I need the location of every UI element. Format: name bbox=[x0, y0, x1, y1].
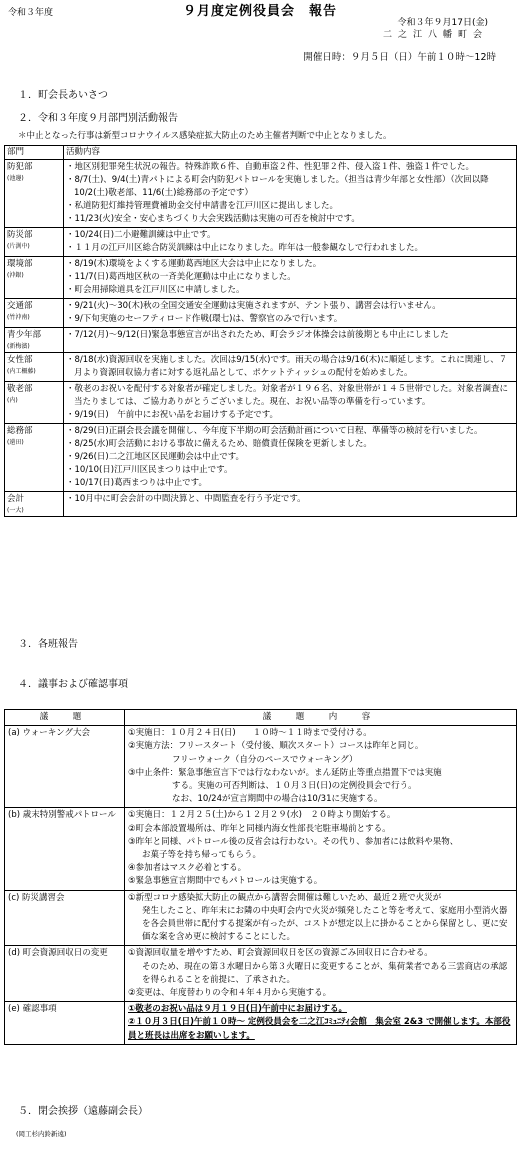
table-row bbox=[5, 328, 517, 353]
page-title: ９月度定例役員会 報告 bbox=[182, 4, 337, 19]
section-2-heading: ２．令和３年度９月部門別活動報告 bbox=[18, 113, 178, 124]
agenda-topic: (e) 確認事項 bbox=[5, 1002, 125, 1045]
table-row bbox=[5, 353, 517, 382]
department-members: (内) bbox=[7, 397, 18, 404]
cancellation-note: ＊中止となった行事は新型コロナウイルス感染症拡大防止のため主催者判断で中止となりました。 bbox=[18, 131, 392, 141]
agenda-topic: (c) 防災講習会 bbox=[5, 890, 125, 946]
table-row bbox=[5, 946, 517, 1002]
department-cell bbox=[5, 424, 64, 492]
activity-cell bbox=[64, 424, 517, 492]
agenda-line: ②町会本部設置場所は、昨年と同様内海女性部長宅駐車場前とする。 bbox=[128, 823, 391, 834]
section-3-heading: ３．各班報告 bbox=[18, 639, 78, 650]
agenda-content bbox=[125, 946, 517, 1002]
activity-item: ・10/17(日)葛西まつりは中止です。 bbox=[66, 478, 207, 488]
header-content: 議 題 内 容 bbox=[125, 710, 517, 726]
fiscal-year: 令和３年度 bbox=[8, 8, 54, 18]
section-1-heading: １．町会長あいさつ bbox=[18, 90, 108, 101]
organization-name: 二之江八幡町会 bbox=[382, 30, 488, 40]
department-cell bbox=[5, 160, 64, 228]
agenda-content bbox=[125, 890, 517, 946]
agenda-line: フリーウォーク（自分のペースでウォーキング） bbox=[172, 754, 358, 765]
activity-item: ・8/25(水)町会活動における事故に備えるため、賠償責任保険を更新しました。 bbox=[66, 439, 372, 449]
meeting-datetime: 開催日時：９月５日（日）午前１０時～12時 bbox=[303, 52, 496, 63]
department-members: (遠田) bbox=[7, 439, 24, 446]
department-members: (片渕中) bbox=[7, 243, 30, 250]
agenda-line: なお、10/24が宣言期間中の場合は10/31に実施する。 bbox=[172, 794, 383, 805]
table-row bbox=[5, 160, 517, 228]
department-cell bbox=[5, 382, 64, 424]
department-name: 防犯部 bbox=[7, 162, 33, 172]
activity-item: ・9/21(火)～30(木)秋の全国交通安全運動は実施されますが、テント張り、講習会は行いません。 bbox=[66, 301, 441, 311]
table-row bbox=[5, 299, 517, 328]
department-members: (一大) bbox=[7, 507, 24, 514]
agenda-table bbox=[4, 709, 517, 1045]
footer-attendees: (岡工杉内鈴新遠) bbox=[16, 1130, 67, 1138]
section-5-heading: ５．閉会挨拶（遠藤副会長） bbox=[18, 1106, 148, 1117]
activity-item: ・敬老のお祝いを配付する対象者が確定しました。対象者が１９６名、対象世帯が１４５世帯でした。対象者調査に当たりましては、ご協力ありがとうございました。現在、お祝い品等の準備を行っています。 bbox=[66, 384, 509, 407]
department-cell bbox=[5, 257, 64, 299]
table-row bbox=[5, 726, 517, 808]
table-row bbox=[5, 228, 517, 257]
agenda-line: 発生したこと、昨年末にお隣の中央町会内で火災が頻発したこと等を考えて、家庭用小型消火器を各会員世帯に配付する提案が有ったが、コストが想定以上に掛かることから保留とし、更に安価な案を含め更に検討することにした。 bbox=[142, 905, 508, 943]
activity-cell bbox=[64, 257, 517, 299]
department-cell bbox=[5, 299, 64, 328]
activity-item: ・8/29(日)正副会長会議を開催し、今年度下半期の町会活動計画について日程、準備等の検討を行いました。 bbox=[66, 426, 483, 436]
department-members: (池邊) bbox=[7, 175, 24, 182]
table-row bbox=[5, 382, 517, 424]
activity-item: ・10月中に町会会計の中間決算と、中間監査を行う予定です。 bbox=[66, 494, 306, 504]
activity-item: ・9/26(日)二之江地区区民運動会は中止です。 bbox=[66, 452, 245, 462]
department-name: 青少年部 bbox=[7, 330, 42, 340]
activity-item: ・10/24(日)二小避難訓練は中止です。 bbox=[66, 230, 216, 240]
activity-item: ・地区別犯罪発生状況の報告。特殊詐欺６件、自動車盗２件、性犯罪２件、侵入盗１件、強盗１件でした。 bbox=[66, 162, 475, 172]
header-topic: 議 題 bbox=[5, 710, 125, 726]
activity-item: ・10/10(日)江戸川区民まつりは中止です。 bbox=[66, 465, 233, 475]
department-cell bbox=[5, 492, 64, 517]
department-name: 敬老部 bbox=[7, 384, 33, 394]
table-row bbox=[5, 424, 517, 492]
department-cell bbox=[5, 328, 64, 353]
activity-item: ・9/下旬実施のセーフティロード作戦(環七)は、警察官のみで行います。 bbox=[66, 314, 343, 324]
table-row bbox=[5, 257, 517, 299]
agenda-line: ②変更は、年度替わりの令和４年４月から実施する。 bbox=[128, 988, 332, 999]
activity-cell bbox=[64, 353, 517, 382]
department-cell bbox=[5, 353, 64, 382]
agenda-line: ④参加者はマスク必着とする。 bbox=[128, 863, 247, 874]
department-name: 防災部 bbox=[7, 230, 33, 240]
department-name: 環境部 bbox=[7, 259, 33, 269]
agenda-content bbox=[125, 808, 517, 890]
department-members: (内工柵藤) bbox=[7, 368, 36, 375]
table-row bbox=[5, 492, 517, 517]
activity-item: ・8/18(水)資源回収を実施しました。次回は9/15(水)です。雨天の場合は9/16(木)に順延します。これに関連し、７月より資源回収協力者に対する返礼品として、ポケットティッシュの配付を始めました。 bbox=[66, 355, 508, 378]
activity-cell bbox=[64, 492, 517, 517]
agenda-line: ③中止条件：緊急事態宣言下では行なわないが。まん延防止等重点措置下では実施 bbox=[128, 767, 442, 778]
department-name: 会計 bbox=[7, 494, 25, 504]
table-header-row bbox=[5, 710, 517, 726]
activity-item: ・9/19(日) 午前中にお祝い品をお届けする予定です。 bbox=[66, 410, 279, 420]
activity-item: ・11/23(火)安全・安心まちづくり大会実践活動は実施の可否を検討中です。 bbox=[66, 214, 360, 224]
table-header-row bbox=[5, 146, 517, 160]
agenda-topic: (b) 歳末特別警戒パトロール bbox=[5, 808, 125, 890]
activity-item: ・町会用掃除道具を江戸川区に申請しました。 bbox=[66, 285, 245, 295]
activity-item: ・１１月の江戸川区総合防災訓練は中止になりました。昨年は一般参観なしで行われました。 bbox=[66, 243, 424, 253]
agenda-line: する。実施の可否判断は、１０月３日(日)の定例役員会で行う。 bbox=[172, 781, 417, 792]
agenda-content bbox=[125, 1002, 517, 1045]
department-name: 交通部 bbox=[7, 301, 33, 311]
agenda-line: ①実施日：１０月２４日(日) １０時～１１時まで受付ける。 bbox=[128, 728, 372, 739]
table-row bbox=[5, 890, 517, 946]
department-name: 総務部 bbox=[7, 426, 33, 436]
activity-cell bbox=[64, 228, 517, 257]
agenda-line: ①新型コロナ感染拡大防止の観点から講習会開催は難しいため、最近２班で火災が bbox=[128, 892, 442, 903]
agenda-topic: (d) 町会資源回収日の変更 bbox=[5, 946, 125, 1002]
activity-item: ・11/7(日)葛西地区秋の一斉美化運動は中止になりました。 bbox=[66, 272, 296, 282]
agenda-line: ①実施日：１２月２５(土)から１２月２９(水) ２０時より開始する。 bbox=[128, 810, 396, 821]
agenda-line: ③昨年と同様、パトロール後の反省会は行わない。その代り、参加者には飲料や果物、 bbox=[128, 836, 459, 847]
activity-item: ・私道防犯灯維持管理費補助金交付申請書を江戸川区に提出しました。 bbox=[66, 201, 339, 211]
agenda-line: ①敬老のお祝い品は９月１９日(日)午前中にお届けする。 bbox=[128, 1004, 347, 1015]
header-department: 部門 bbox=[5, 146, 64, 160]
agenda-line: そのため、現在の第３水曜日から第３火曜日に変更することが、集荷業者である三雲商店の承認を得られることを前提に、了承された。 bbox=[142, 961, 508, 985]
activity-cell bbox=[64, 299, 517, 328]
department-members: (新梅濱) bbox=[7, 343, 30, 350]
agenda-line: ②実施方法：フリースタート（受付後、順次スタート）コースは昨年と同じ。 bbox=[128, 741, 424, 752]
agenda-line: お菓子等を持ち帰ってもらう。 bbox=[142, 850, 262, 861]
agenda-line: ①資源回収量を増やすため、町会資源回収日を区の資源ごみ回収日に合わせる。 bbox=[128, 948, 433, 959]
department-members: (沖銀) bbox=[7, 272, 24, 279]
header-activity: 活動内容 bbox=[64, 146, 517, 160]
activity-cell bbox=[64, 160, 517, 228]
report-date: 令和３年９月17日(金) bbox=[397, 18, 488, 28]
activity-cell bbox=[64, 382, 517, 424]
department-members: (竹沖南) bbox=[7, 314, 30, 321]
activity-item: ・7/12(月)～9/12(日)緊急事態宣言が出されたため、町会ラジオ体操会は前後期とも中止にしました bbox=[66, 330, 449, 340]
table-row bbox=[5, 1002, 517, 1045]
agenda-topic: (a) ウォーキング大会 bbox=[5, 726, 125, 808]
department-report-table bbox=[4, 145, 517, 517]
activity-item: ・8/7(土)、9/4(土)青パトによる町会内防犯パトロールを実施しました。（担当は青少年部と女性部）（次回以降 10/2(土)敬老部、11/6(土)総務部の予定です） bbox=[66, 175, 498, 198]
agenda-line: ⑤緊急事態宣言期間中でもパトロールは実施する。 bbox=[128, 876, 323, 887]
section-4-heading: ４．議事および確認事項 bbox=[18, 679, 128, 690]
department-cell bbox=[5, 228, 64, 257]
table-row bbox=[5, 808, 517, 890]
activity-item: ・8/19(木)環境をよくする運動葛西地区大会は中止になりました。 bbox=[66, 259, 322, 269]
agenda-content bbox=[125, 726, 517, 808]
department-name: 女性部 bbox=[7, 355, 33, 365]
activity-cell bbox=[64, 328, 517, 353]
agenda-line: ②１０月３日(日)午前１０時～ 定例役員会を二之江ｺﾐｭﾆﾃｨ会館 集会室 2&3 で開催します。本部役員と班長は出席をお願いします。 bbox=[128, 1017, 511, 1041]
